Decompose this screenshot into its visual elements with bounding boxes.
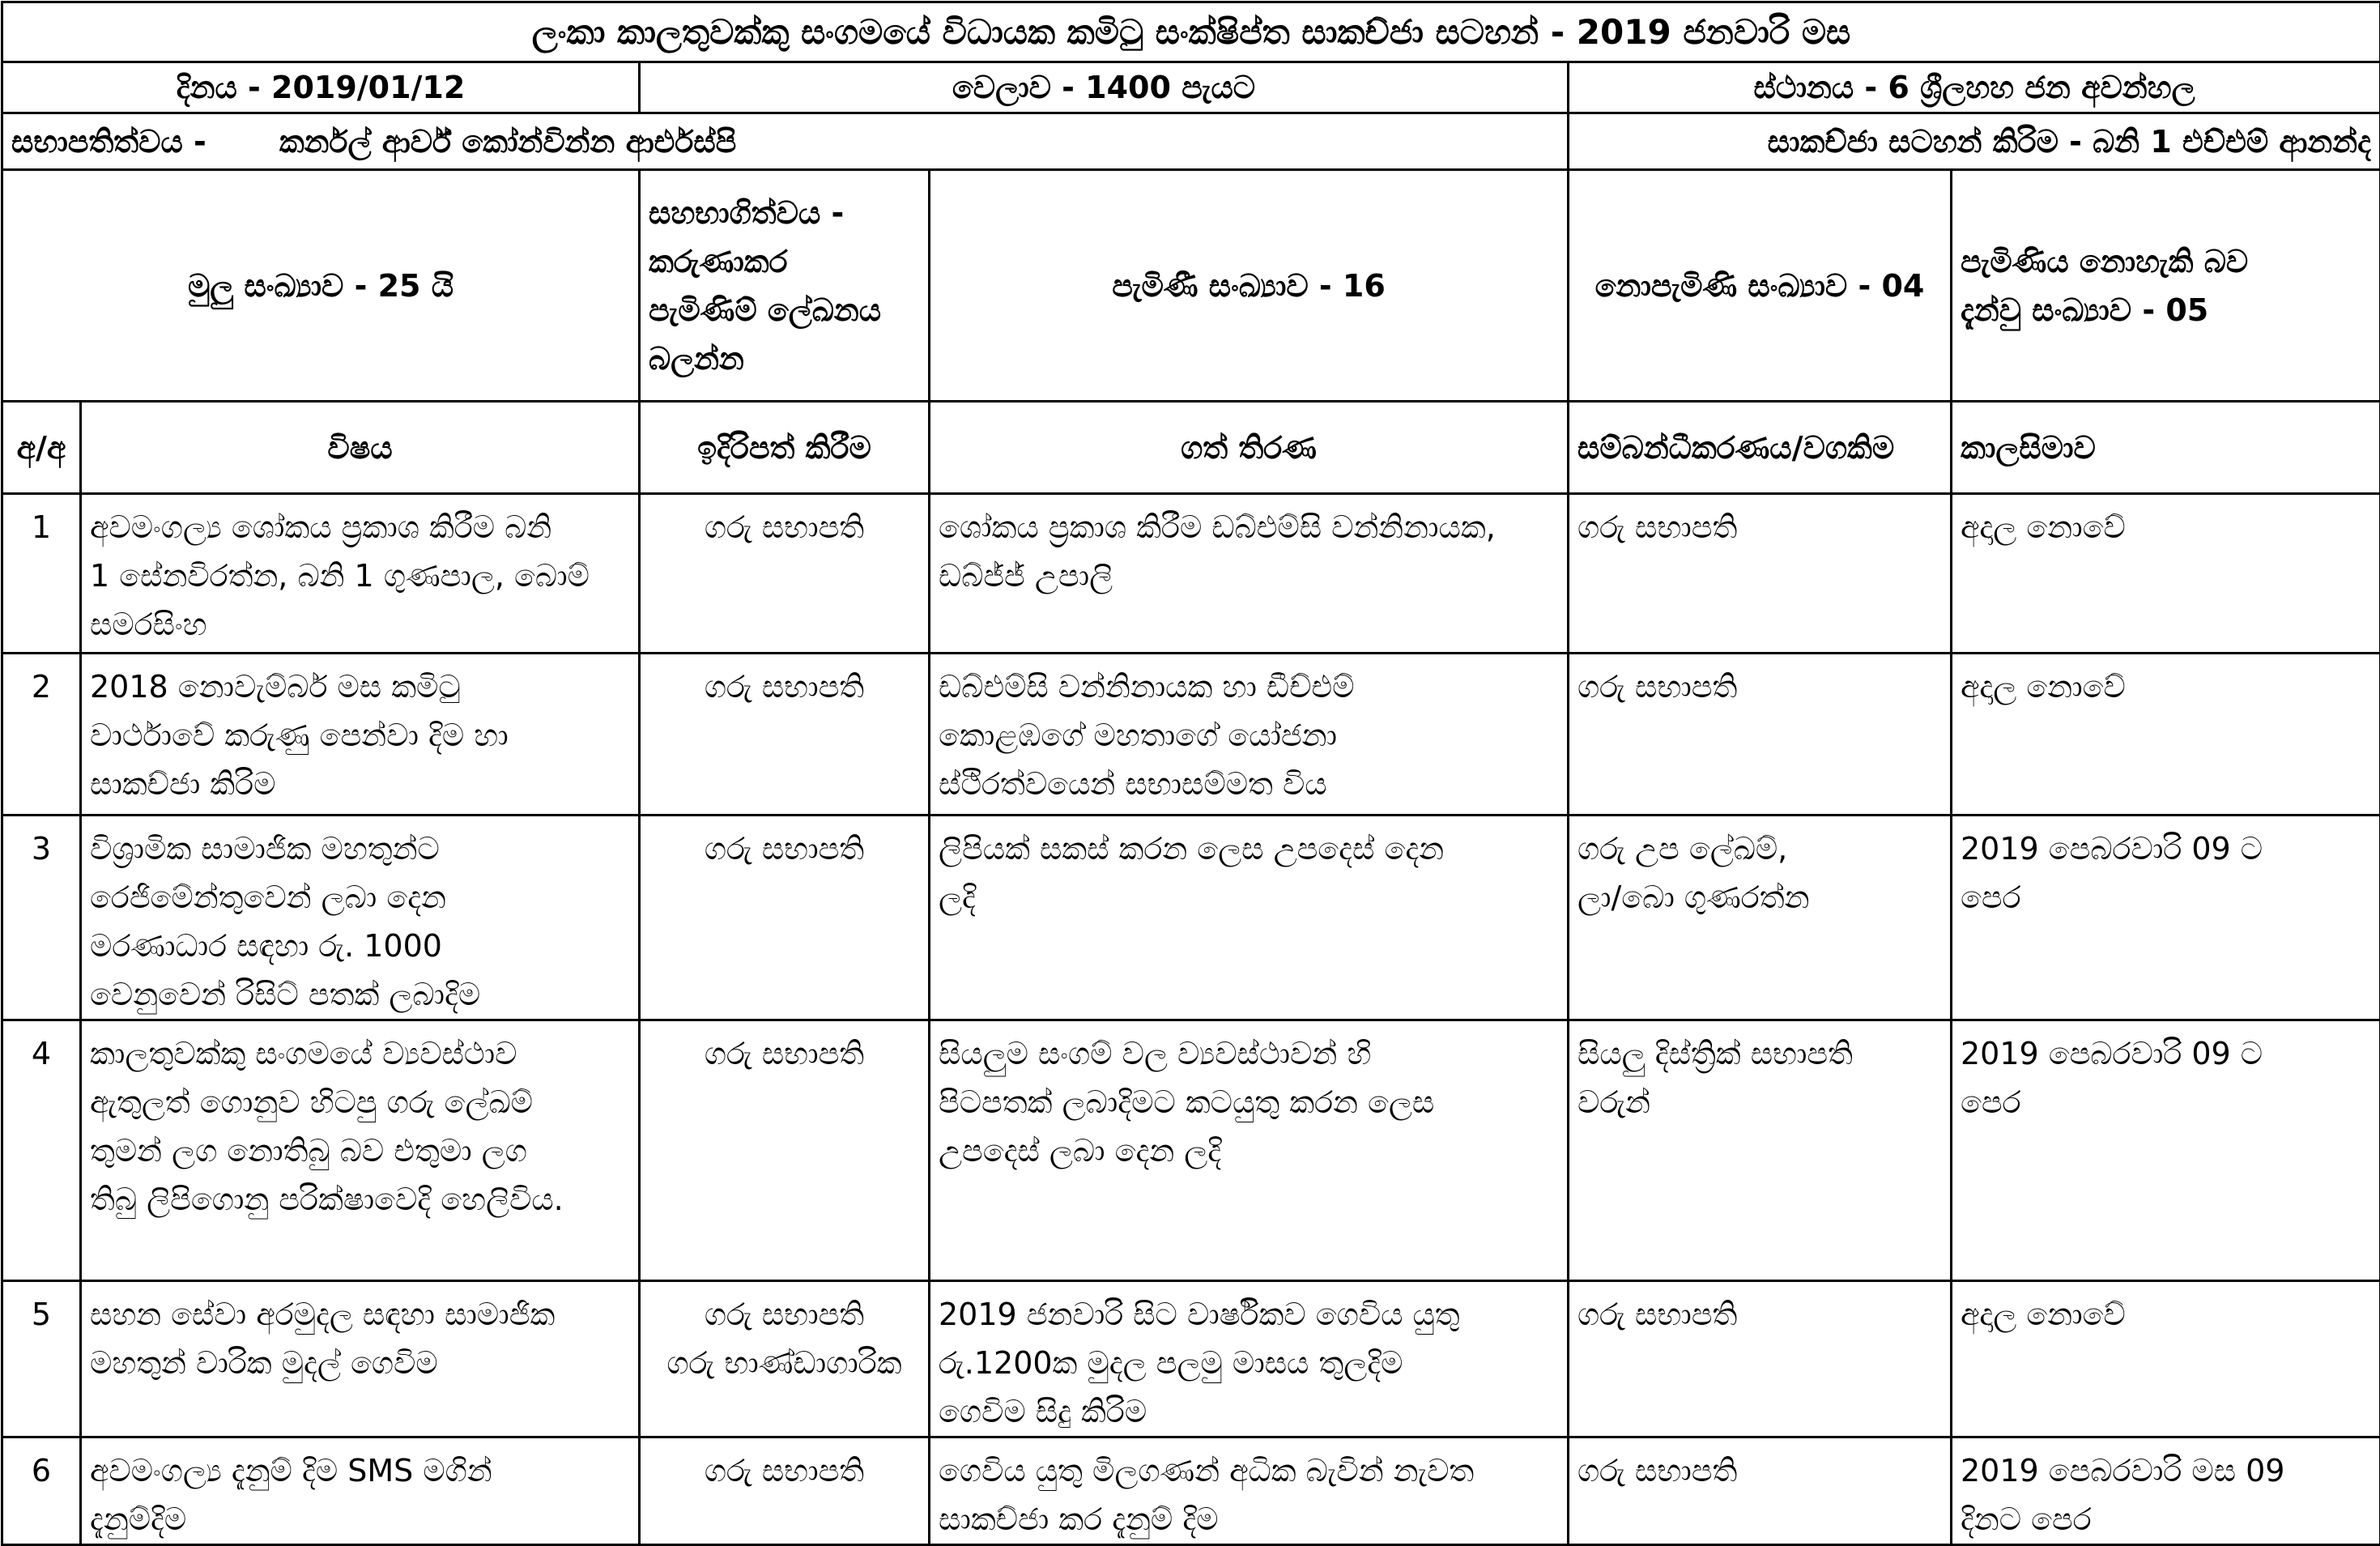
document-title: ලංකා කාලතුවක්කු සංගමයේ විධායක කමිටු සංක්ෂිප්ත සාකච්ජා සටහන් - 2019 ජනවාරි මස [2, 2, 2380, 62]
participation-note: සහභාගිත්වය - කරුණාකර පැමිණිම් ලේඛනය බලන්න [640, 170, 930, 402]
row-decision: 2019 ජනවාරි සිට වාර්ෂිකව ගෙවිය යුතු රු.1200ක මුදල පලමු මාසය තුලදිම ගෙවිම සිදු කිරිම [930, 1281, 1569, 1437]
row-subject: අවමංගල්‍ය දැනුම් දිම SMS මගින් දැනුම්දිම [81, 1437, 640, 1545]
excused-count: පැමිණිය නොහැකි බව දැන්වු සංඛ්‍යාව - 05 [1952, 170, 2380, 402]
row-deadline: 2019 පෙබරවාරි 09 ට පෙර [1952, 1020, 2380, 1281]
row-subject: 2018 නොවැම්බර් මස කමිටු වාර්ථාවේ කරුණු පෙන්වා දිම හා සාකච්ජා කිරිම [81, 654, 640, 816]
row-presenter: ගරු සභාපති ගරු භාණ්ඩාගාරික [640, 1281, 930, 1437]
row-deadline: 2019 පෙබරවාරි මස 09 දිනට පෙර [1952, 1437, 2380, 1545]
header-subject: විෂය [81, 402, 640, 494]
row-presenter: ගරු සභාපති [640, 1020, 930, 1281]
chair-name: කර්නල් ආර්ව් කෝන්වින්න ආර්එස්පි [279, 124, 737, 160]
header-decision: ගත් තිරණ [930, 402, 1569, 494]
row-number: 6 [2, 1437, 81, 1545]
table-row [2, 1020, 2380, 1281]
row-presenter: ගරු සභාපති [640, 494, 930, 654]
row-number: 2 [2, 654, 81, 816]
table-row [2, 816, 2380, 1020]
row-number: 5 [2, 1281, 81, 1437]
header-coordination: සම්බන්ධීකරණය/වගකිම [1569, 402, 1952, 494]
row-subject: විශ්‍රාමික සාමාජික මහතුන්ට රෙජිමේන්තුවෙන් ලබා දෙන මරණාධාර සඳහා රු. 1000 වෙනුවෙන් රිසිට් පතක් ලබාදිම [81, 816, 640, 1020]
total-count: මුලු සංඛ්‍යාව - 25 යි [2, 170, 640, 402]
row-coordination: ගරු සභාපති [1569, 654, 1952, 816]
row-deadline: 2019 පෙබරවාරි 09 ට පෙර [1952, 816, 2380, 1020]
meeting-date: දිනය - 2019/01/12 [2, 62, 640, 113]
row-coordination: ගරු සභාපති [1569, 1281, 1952, 1437]
row-deadline: අදාල නොවේ [1952, 494, 2380, 654]
row-subject: අවමංගල්‍ය ශෝකය ප්‍රකාශ කිරීම බනි 1 සේනවිරත්න, බනි 1 ගුණපාල, බොම් සමරසිංහ [81, 494, 640, 654]
row-subject: කාලතුවක්කු සංගමයේ ව්‍යවස්ථාව ඇතුලත් ගොනුව හිටපු ගරු ලේඛම් තුමන් ලග නොතිබු බව එතුමා ලග තිබු ලිපිගොනු පරික්ෂාවෙදි හෙලිවිය. [81, 1020, 640, 1281]
header-no: අ/අ [2, 402, 81, 494]
row-number: 1 [2, 494, 81, 654]
row-coordination: ගරු සභාපති [1569, 1437, 1952, 1545]
chair-label: සභාපතිත්වය - [11, 124, 206, 160]
table-row [2, 1437, 2380, 1545]
row-subject: සහන සේවා අරමුදල සඳහා සාමාජික මහතුන් වාරික මුදල් ගෙවිම [81, 1281, 640, 1437]
chairperson [2, 113, 1569, 170]
header-presenter: ඉදිරිපත් කිරීම [640, 402, 930, 494]
row-coordination: ගරු සභාපති [1569, 494, 1952, 654]
row-decision: ලිපියක් සකස් කරන ලෙස උපදෙස් දෙන ලදි [930, 816, 1569, 1020]
absent-count: නොපැමිණි සංඛ්‍යාව - 04 [1569, 170, 1952, 402]
meeting-place: ස්ථානය - 6 ශ්‍රීලහහ ජන අවන්හල [1569, 62, 2380, 113]
row-presenter: ගරු සභාපති [640, 654, 930, 816]
row-decision: ශෝකය ප්‍රකාශ කිරීම ඩබ්එම්සි වන්නිනායක, ඩබ්ජ්ජ් උපාලි [930, 494, 1569, 654]
row-number: 4 [2, 1020, 81, 1281]
row-number: 3 [2, 816, 81, 1020]
row-decision: ගෙවිය යුතු මිලගණන් අධික බැවින් නැවත සාකච්ජා කර දැනුම් දිම [930, 1437, 1569, 1545]
minutes-taker: සාකච්ජා සටහන් කිරිම - බනි 1 එච්එම් ආනන්ද [1569, 113, 2380, 170]
row-coordination: සියලු දිස්ත්‍රික් සභාපති වරුන් [1569, 1020, 1952, 1281]
table-row [2, 654, 2380, 816]
minutes-table [1, 1, 2380, 1546]
present-count: පැමිණී සංඛ්‍යාව - 16 [930, 170, 1569, 402]
row-coordination: ගරු උප ලේඛම්, ලා/බො ගුණරත්න [1569, 816, 1952, 1020]
row-presenter: ගරු සභාපති [640, 816, 930, 1020]
row-deadline: අදාල නොවේ [1952, 654, 2380, 816]
table-row [2, 1281, 2380, 1437]
meeting-time: වෙලාව - 1400 පැයට [640, 62, 1569, 113]
header-deadline: කාලසිමාව [1952, 402, 2380, 494]
row-presenter: ගරු සභාපති [640, 1437, 930, 1545]
row-deadline: අදාල නොවේ [1952, 1281, 2380, 1437]
row-decision: ඩබ්එම්සි වන්නිනායක හා ඩීච්එම් කොළඹගේ මහතාගේ යෝජනා ස්ථිරත්වයෙන් සභාසම්මත විය [930, 654, 1569, 816]
table-row [2, 494, 2380, 654]
row-decision: සියලුම සංගම් වල ව්‍යවස්ථාවන් හි පිටපතක් ලබාදිමට කටයුතු කරන ලෙස උපදෙස් ලබා දෙන ලදි [930, 1020, 1569, 1281]
